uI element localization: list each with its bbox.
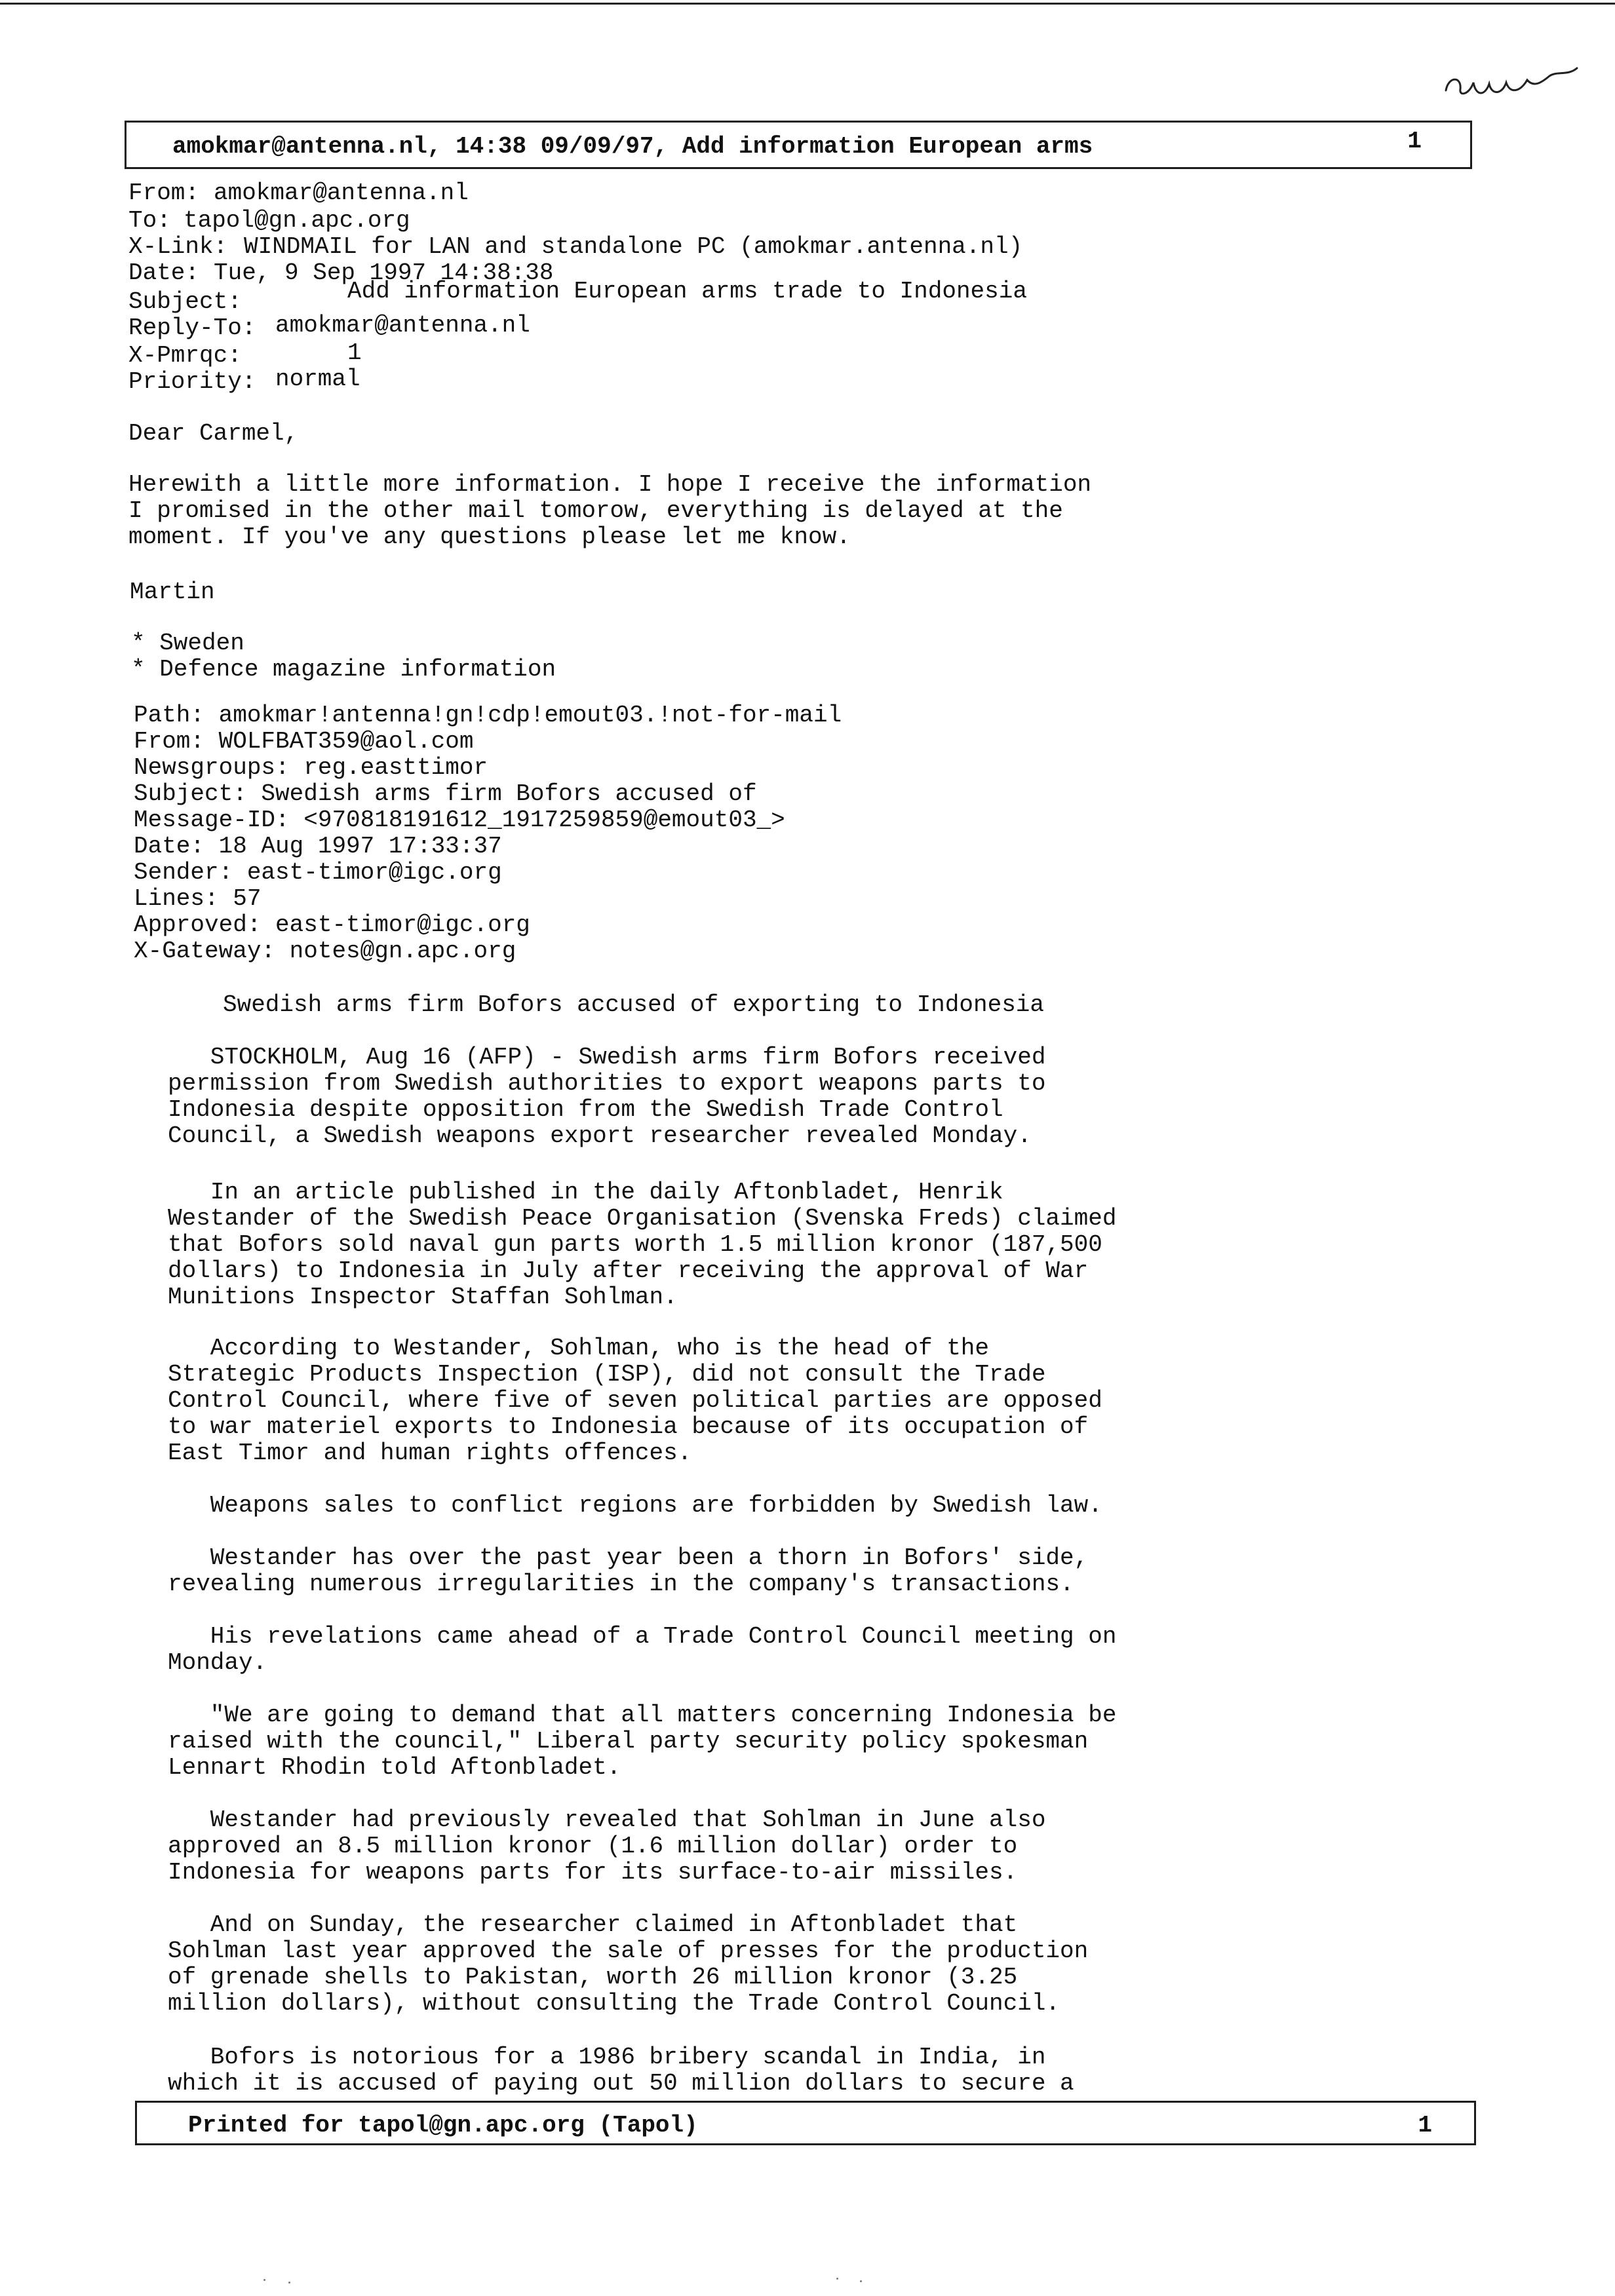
- article-paragraph: [168, 1179, 1116, 1311]
- article-line: Weapons sales to conflict regions are forbidden by Swedish law.: [168, 1492, 1102, 1519]
- handwritten-initials: [1439, 56, 1584, 109]
- article-line: Sohlman last year approved the sale of presses for the production: [168, 1938, 1089, 1964]
- article-line: dollars) to Indonesia in July after receiving the approval of War: [168, 1257, 1089, 1284]
- intro-paragraph: [128, 472, 1091, 550]
- scan-speck: [860, 2280, 862, 2282]
- article-paragraph: [168, 1044, 1045, 1149]
- intro-line: Herewith a little more information. I hope I receive the information: [128, 471, 1092, 498]
- signature: Martin: [130, 579, 215, 605]
- news-header-line: X-Gateway: notes@gn.apc.org: [134, 938, 516, 965]
- article-line: permission from Swedish authorities to export weapons parts to: [168, 1070, 1046, 1097]
- news-header-line: Approved: east-timor@igc.org: [134, 911, 530, 938]
- email-header-label: X-Link:: [128, 233, 228, 260]
- intro-line: moment. If you've any questions please let me know.: [128, 524, 851, 550]
- article-paragraph: [168, 1912, 1088, 2017]
- scan-speck: [288, 2282, 290, 2284]
- email-header-value: normal: [275, 366, 360, 392]
- news-header-line: Message-ID: <970818191612_1917259859@emout03_>: [134, 807, 785, 833]
- article-line: According to Westander, Sohlman, who is the head of the: [168, 1335, 990, 1362]
- article-line: Council, a Swedish weapons export researcher revealed Monday.: [168, 1122, 1032, 1149]
- article-line: that Bofors sold naval gun parts worth 1.5 million kronor (187,500: [168, 1231, 1102, 1258]
- news-header-line: Lines: 57: [134, 885, 262, 912]
- email-header-label: Subject:: [128, 288, 242, 315]
- bullet-item: * Defence magazine information: [131, 656, 556, 683]
- article-title: Swedish arms firm Bofors accused of exporting to Indonesia: [223, 991, 1045, 1018]
- article-paragraph: [168, 1335, 1102, 1466]
- article-line: Westander had previously revealed that Sohlman in June also: [168, 1807, 1046, 1833]
- article-line: East Timor and human rights offences.: [168, 1440, 692, 1466]
- article-paragraph: [168, 2044, 1074, 2097]
- news-header-line: Subject: Swedish arms firm Bofors accused of: [134, 780, 757, 807]
- news-headers: [134, 702, 842, 965]
- article-line: Indonesia for weapons parts for its surface-to-air missiles.: [168, 1859, 1018, 1886]
- print-header-page-number: 1: [1407, 128, 1422, 155]
- email-header-value: WINDMAIL for LAN and standalone PC (amokmar.antenna.nl): [244, 233, 1023, 260]
- article-paragraph: [168, 1545, 1088, 1598]
- print-footer-text: Printed for tapol@gn.apc.org (Tapol): [188, 2112, 698, 2139]
- article-line: Munitions Inspector Staffan Sohlman.: [168, 1284, 678, 1311]
- news-header-line: Sender: east-timor@igc.org: [134, 859, 502, 886]
- email-header-value: amokmar@antenna.nl: [214, 180, 469, 206]
- article-line: Westander of the Swedish Peace Organisation (Svenska Freds) claimed: [168, 1205, 1117, 1232]
- print-footer-box: [135, 2101, 1476, 2145]
- email-header-label: Date:: [128, 259, 200, 286]
- email-header-value: Tue, 9 Sep 1997 14:38:38: [214, 259, 554, 286]
- article-paragraph: [168, 1807, 1045, 1886]
- print-header-title: amokmar@antenna.nl, 14:38 09/09/97, Add information European arms: [172, 133, 1093, 160]
- news-header-line: Path: amokmar!antenna!gn!cdp!emout03.!not-for-mail: [134, 702, 842, 729]
- article-line: Lennart Rhodin told Aftonbladet.: [168, 1754, 621, 1781]
- article-line: which it is accused of paying out 50 million dollars to secure a: [168, 2070, 1074, 2097]
- article-line: STOCKHOLM, Aug 16 (AFP) - Swedish arms firm Bofors received: [168, 1044, 1046, 1071]
- email-header-value: 1: [347, 339, 362, 366]
- email-header-label: Priority:: [128, 368, 256, 395]
- email-header-label: Reply-To:: [128, 315, 256, 341]
- article-line: revealing numerous irregularities in the company's transactions.: [168, 1571, 1074, 1598]
- article-line: million dollars), without consulting the Trade Control Council.: [168, 1990, 1060, 2017]
- email-header-label: X-Pmrqc:: [128, 342, 242, 369]
- article-line: In an article published in the daily Aftonbladet, Henrik: [168, 1179, 1003, 1206]
- news-header-line: From: WOLFBAT359@aol.com: [134, 728, 474, 755]
- email-header-label: From:: [128, 180, 200, 206]
- email-header-value: tapol@gn.apc.org: [184, 207, 410, 234]
- article-paragraph: [168, 1624, 1116, 1676]
- news-header-line: Newsgroups: reg.easttimor: [134, 754, 488, 781]
- email-header-value: amokmar@antenna.nl: [275, 312, 530, 339]
- article-line: Control Council, where five of seven political parties are opposed: [168, 1387, 1102, 1414]
- bullet-item: * Sweden: [131, 630, 244, 657]
- greeting: Dear Carmel,: [128, 420, 299, 447]
- email-header-value: Add information European arms trade to Indonesia: [347, 278, 1027, 305]
- article-line: "We are going to demand that all matters concerning Indonesia be: [168, 1702, 1117, 1729]
- article-line: Indonesia despite opposition from the Swedish Trade Control: [168, 1096, 1003, 1123]
- article-line: And on Sunday, the researcher claimed in Aftonbladet that: [168, 1911, 1018, 1938]
- article-line: His revelations came ahead of a Trade Control Council meeting on: [168, 1623, 1117, 1650]
- bullet-list: [131, 630, 556, 683]
- print-header-box: [125, 121, 1472, 169]
- scan-top-edge-line: [0, 3, 1615, 5]
- article-line: Strategic Products Inspection (ISP), did not consult the Trade: [168, 1361, 1046, 1388]
- article-paragraph: [168, 1493, 1102, 1519]
- intro-line: I promised in the other mail tomorow, everything is delayed at the: [128, 497, 1063, 524]
- article-line: Bofors is notorious for a 1986 bribery scandal in India, in: [168, 2044, 1046, 2071]
- article-paragraph: [168, 1702, 1116, 1781]
- article-line: approved an 8.5 million kronor (1.6 million dollar) order to: [168, 1833, 1018, 1860]
- article-line: of grenade shells to Pakistan, worth 26 million kronor (3.25: [168, 1964, 1018, 1991]
- email-header-label: To:: [128, 207, 171, 234]
- news-header-line: Date: 18 Aug 1997 17:33:37: [134, 833, 502, 860]
- scan-speck: [263, 2279, 265, 2281]
- print-footer-page-number: 1: [1418, 2112, 1432, 2139]
- article-line: raised with the council," Liberal party security policy spokesman: [168, 1728, 1089, 1755]
- article-line: Monday.: [168, 1649, 267, 1676]
- article-line: to war materiel exports to Indonesia because of its occupation of: [168, 1413, 1089, 1440]
- scan-speck: [836, 2278, 838, 2280]
- article-line: Westander has over the past year been a thorn in Bofors' side,: [168, 1544, 1089, 1571]
